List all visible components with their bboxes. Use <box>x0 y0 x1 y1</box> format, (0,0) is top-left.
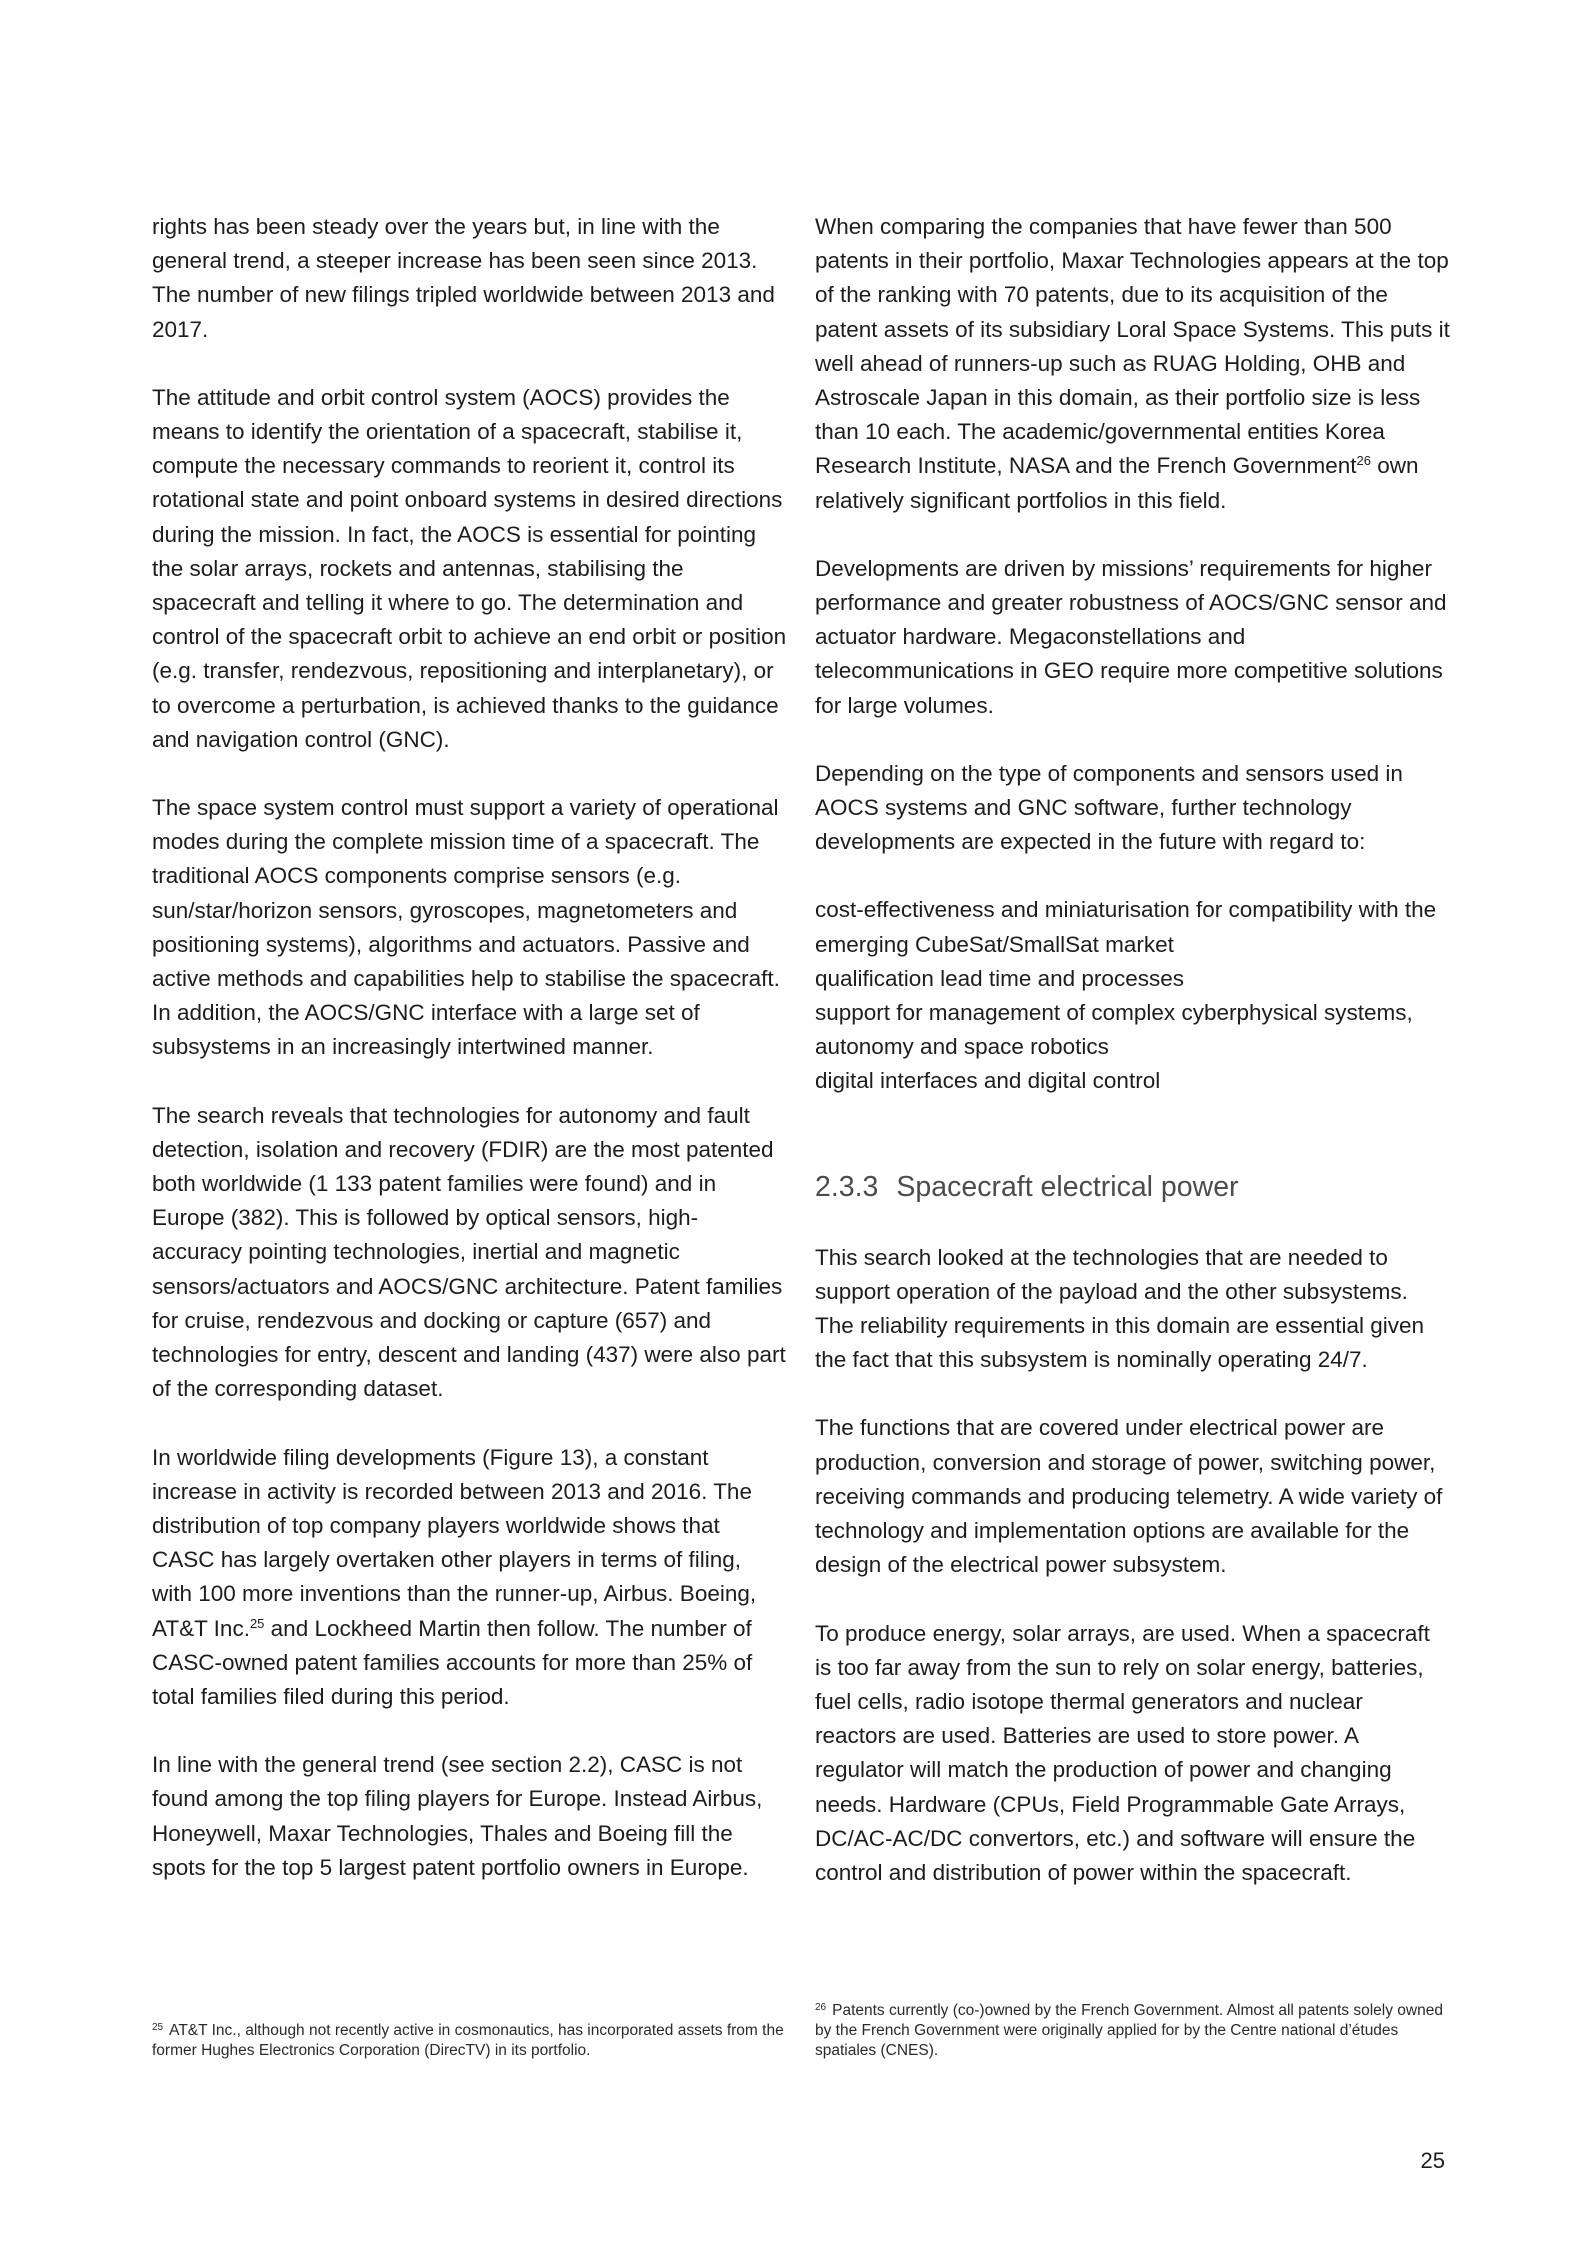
section-heading <box>815 1167 1450 1207</box>
body-paragraph: In line with the general trend (see section 2.2), CASC is not found among the top filing players for Europe. Instead Airbus, Honeywell, Maxar Technologies, Thales and Boeing fill the spots for the top 5 largest patent portfolio owners in Europe. <box>152 1752 763 1880</box>
development-list <box>815 893 1450 1098</box>
left-column <box>152 210 787 1885</box>
body-paragraph: This search looked at the technologies that are needed to support operation of the payload and the other subsystems. The reliability requirements in this domain are essential given the fact that this subsystem is nominally operating 24/7. <box>815 1244 1425 1373</box>
section-number: 2.3.3 <box>815 1170 879 1203</box>
body-paragraph: The search reveals that technologies for autonomy and fault detection, isolation and recovery (FDIR) are the most patented both worldwide (1 133 patent families were found) and in Europe (382). This is followed by optical sensors, high-accuracy pointing technologies, inertial and magnetic sensors/actuators and AOCS/GNC architecture. Patent families for cruise, rendezvous and docking or capture (657) and technologies for entry, descent and landing (437) were also part of the corresponding dataset. <box>152 1102 786 1402</box>
list-item: qualification lead time and processes <box>815 965 1184 991</box>
body-paragraph: Depending on the type of components and sensors used in AOCS systems and GNC software, further technology developments are expected in the future with regard to: <box>815 760 1403 855</box>
body-paragraph: rights has been steady over the years but, in line with the general trend, a steeper increase has been seen since 2013. The number of new filings tripled worldwide between 2013 and 2017. <box>152 214 775 342</box>
footnote-26 <box>815 2001 1455 2061</box>
body-paragraph: The attitude and orbit control system (AOCS) provides the means to identify the orientation of a spacecraft, stabilise it, compute the necessary commands to reorient it, control its rotational state and point onboard systems in desired directions during the mission. In fact, the AOCS is essential for pointing the solar arrays, rockets and antennas, stabilising the spacecraft and telling it where to go. The determination and control of the spacecraft orbit to achieve an end orbit or position (e.g. transfer, rendezvous, repositioning and interplanetary), or to overcome a perturbation, is achieved thanks to the guidance and navigation control (GNC). <box>152 384 787 752</box>
list-item: cost-effectiveness and miniaturisation for compatibility with the emerging CubeSat/SmallSat market <box>815 897 1437 957</box>
body-paragraph <box>815 210 1450 518</box>
section-title: Spacecraft electrical power <box>896 1170 1239 1203</box>
body-paragraph: To produce energy, solar arrays, are used. When a spacecraft is too far away from the sun to rely on solar energy, batteries, fuel cells, radio isotope thermal generators and nuclear reactors are used. Batteries are used to store power. A regulator will match the production of power and changing needs. Hardware (CPUs, Field Programmable Gate Arrays, DC/AC-AC/DC convertors, etc.) and software will ensure the control and distribution of power within the spacecraft. <box>815 1620 1430 1885</box>
body-paragraph: The functions that are covered under electrical power are production, conversion and storage of power, switching power, receiving commands and producing telemetry. A wide variety of technology and implementation options are available for the design of the electrical power subsystem. <box>815 1415 1443 1578</box>
body-paragraph: Developments are driven by missions’ requirements for higher performance and greater robustness of AOCS/GNC sensor and actuator hardware. Megaconstellations and telecommunications in GEO require more competitive solutions for large volumes. <box>815 555 1447 718</box>
footnote-number: 26 <box>815 2002 827 2013</box>
footnote-text: AT&T Inc., although not recently active in cosmonautics, has incorporated assets from the former Hughes Electronics Corporation (DirecTV) in its portfolio. <box>152 2022 784 2059</box>
list-item: support for management of complex cyberphysical systems, autonomy and space robotics <box>815 1000 1413 1060</box>
paragraph-text: When comparing the companies that have fewer than 500 patents in their portfolio, Maxar Technologies appears at the top of the ranking with 70 patents, due to its acquisition of the patent assets of its subsidiary Loral Space Systems. This puts it well ahead of runners-up such as RUAG Holding, OHB and Astroscale Japan in this domain, as their portfolio size is less than 10 each. The academic/governmental entities Korea Research Institute, NASA and the French Government <box>815 214 1450 479</box>
footnote-reference-25[interactable]: 25 <box>249 1615 265 1631</box>
footnote-reference-26[interactable]: 26 <box>1356 453 1371 469</box>
body-paragraph <box>152 1441 787 1715</box>
paragraph-text: and Lockheed Martin then follow. The number of CASC-owned patent families accounts for more than 25% of total families filed during this period. <box>152 1615 753 1709</box>
list-item: digital interfaces and digital control <box>815 1068 1161 1094</box>
footnote-number: 25 <box>152 2022 164 2033</box>
footnote-25 <box>152 2021 792 2061</box>
page-number: 25 <box>1420 2148 1445 2173</box>
body-paragraph: The space system control must support a variety of operational modes during the complete mission time of a spacecraft. The traditional AOCS components comprise sensors (e.g. sun/star/horizon sensors, gyroscopes, magnetometers and positioning systems), algorithms and actuators. Passive and active methods and capabilities help to stabilise the spacecraft. In addition, the AOCS/GNC interface with a large set of subsystems in an increasingly intertwined manner. <box>152 795 780 1060</box>
paragraph-text: In worldwide filing developments (Figure 13), a constant increase in activity is recorded between 2013 and 2016. The distribution of top company players worldwide shows that CASC has largely overtaken other players in terms of filing, with 100 more inventions than the runner-up, Airbus. Boeing, AT&T Inc. <box>152 1444 757 1641</box>
footnote-text: Patents currently (co-)owned by the French Government. Almost all patents solely owned by the French Government were originally applied for by the Centre national d’études spatiales (CNES). <box>815 2002 1443 2059</box>
paragraph-text: own relatively significant portfolios in this field. <box>815 453 1419 513</box>
right-column <box>815 210 1450 1890</box>
